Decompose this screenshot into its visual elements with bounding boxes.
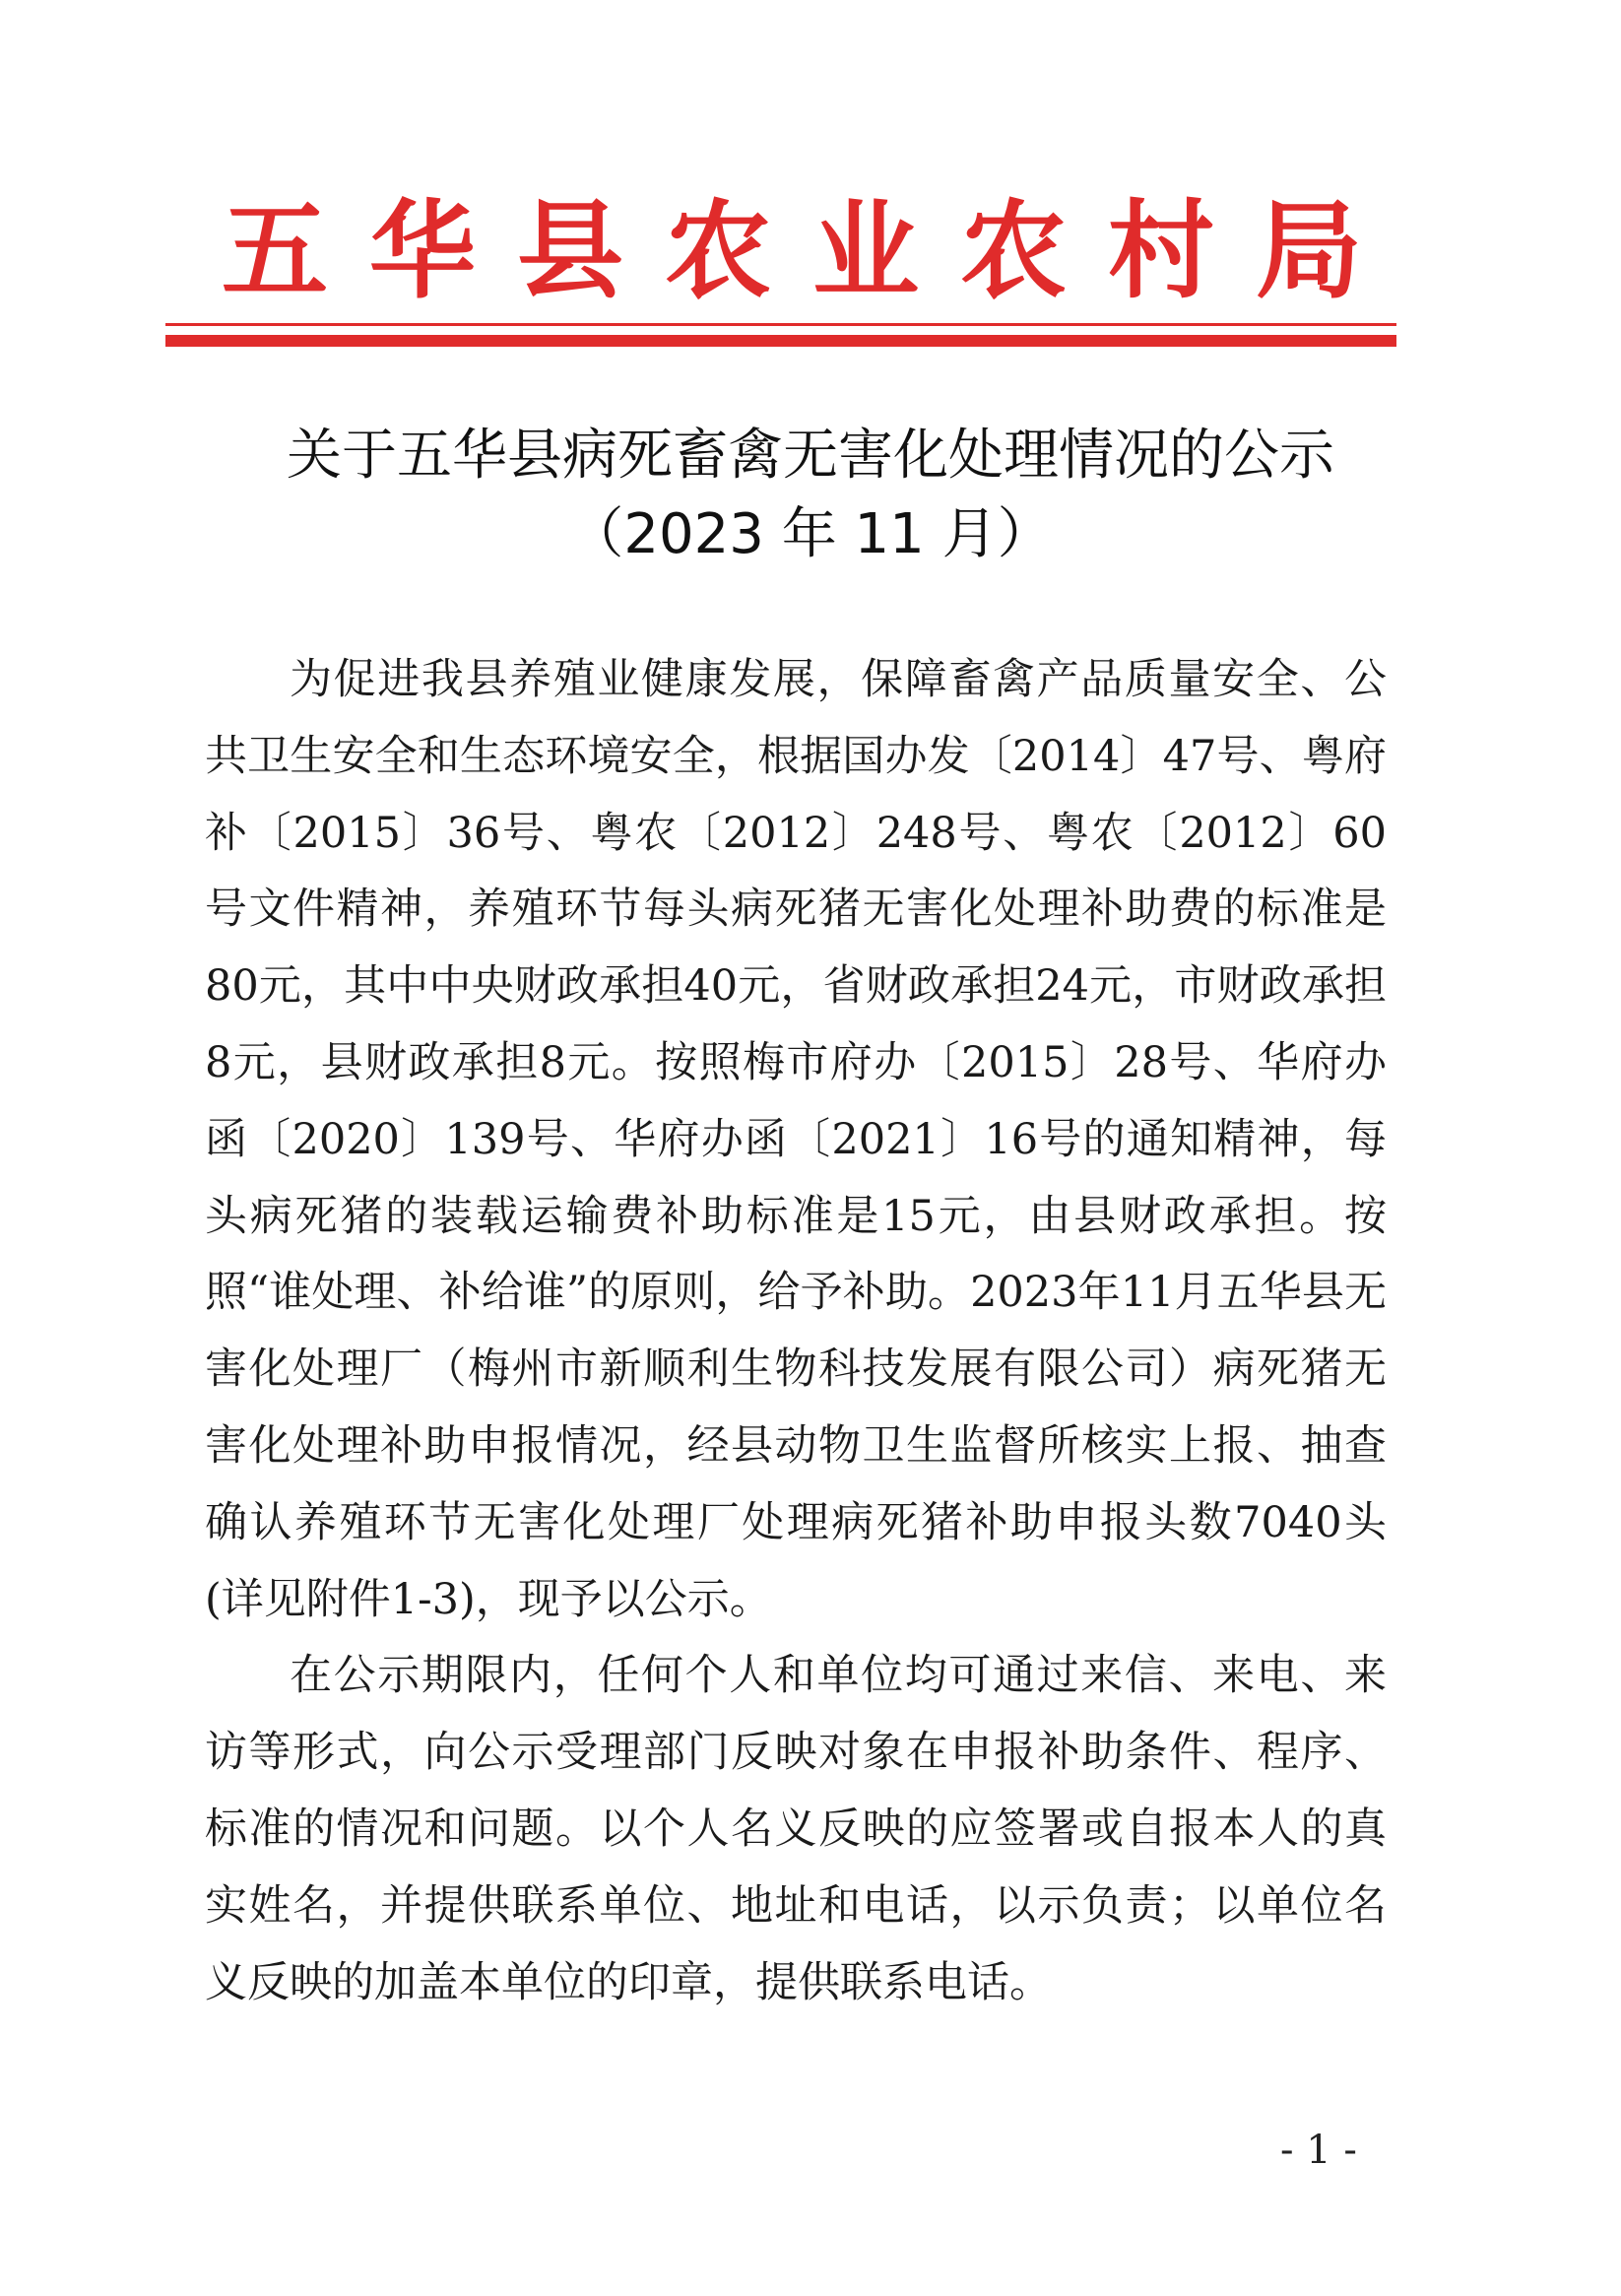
header-rule-thick bbox=[165, 335, 1396, 347]
paragraph-2: 在公示期限内，任何个人和单位均可通过来信、来电、来访等形式，向公示受理部门反映对象在申报补助条件、程序、标准的情况和问题。以个人名义反映的应签署或自报本人的真实姓名，并提供联系单位、地址和电话，以示负责；以单位名义反映的加盖本单位的印章，提供联系电话。 bbox=[205, 1651, 1387, 2007]
agency-header: 五华县农业农村局 bbox=[222, 189, 1404, 313]
notice-period: （2023 年 11 月） bbox=[568, 502, 1053, 566]
notice-title: 关于五华县病死畜禽无害化处理情况的公示 bbox=[287, 424, 1334, 488]
notice-body bbox=[205, 642, 1387, 2021]
page-number: - 1 - bbox=[1280, 2128, 1357, 2173]
header-rule-thin bbox=[165, 323, 1396, 326]
paragraph-1: 为促进我县养殖业健康发展，保障畜禽产品质量安全、公共卫生安全和生态环境安全，根据国办发〔2014〕47号、粤府补〔2015〕36号、粤农〔2012〕248号、粤农〔2012〕60号文件精神，养殖环节每头病死猪无害化处理补助费的标准是80元，其中中央财政承担40元，省财政承担24元，市财政承担8元，县财政承担8元。按照梅市府办〔2015〕28号、华府办函〔2020〕139号、华府办函〔2021〕16号的通知精神，每头病死猪的装载运输费补助标准是15元，由县财政承担。按照“谁处理、补给谁”的原则，给予补助。2023年11月五华县无害化处理厂（梅州市新顺利生物科技发展有限公司）病死猪无害化处理补助申报情况，经县动物卫生监督所核实上报、抽查确认养殖环节无害化处理厂处理病死猪补助申报头数7040头(详见附件1-3)，现予以公示。 bbox=[205, 655, 1387, 1624]
